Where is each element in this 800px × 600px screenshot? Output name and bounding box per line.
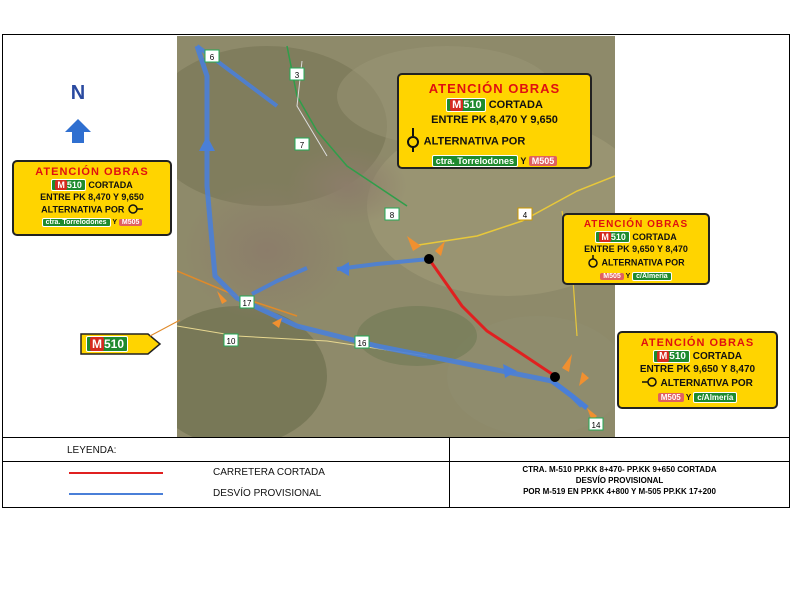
- roundabout-icon: [127, 203, 143, 217]
- sign-line2: ENTRE PK 9,650 Y 8,470: [584, 244, 688, 254]
- road-badge: [51, 179, 86, 191]
- road-badge-number: 510: [610, 232, 626, 242]
- alt-road-badge: [658, 393, 684, 402]
- closure-point: [550, 372, 560, 382]
- sign-alt-row: [619, 376, 776, 391]
- legend-desc-line: CTRA. M-510 PP.KK 8+470- PP.KK 9+650 CORTADA: [522, 465, 717, 474]
- pk-marker: [205, 50, 219, 62]
- alt-road2-number: 505: [127, 219, 140, 226]
- sign-alt-roads: [564, 272, 708, 281]
- legend-title: LEYENDA:: [67, 445, 117, 456]
- road-badge: [446, 98, 486, 112]
- alt-road2-badge: c/Almería: [693, 392, 737, 403]
- roundabout-icon: [642, 376, 658, 391]
- alt-road-number: 505: [667, 393, 681, 402]
- legend-swatch-detour: [69, 493, 163, 495]
- sign-line1: CORTADA: [488, 99, 543, 111]
- alt-road-number: 505: [609, 273, 621, 280]
- north-arrow-icon: [65, 119, 91, 132]
- road-badge-number: 510: [66, 180, 82, 190]
- direction-road-badge: [86, 336, 128, 352]
- alt-road2-badge: [529, 156, 558, 166]
- legend-header-cell: [2, 437, 450, 462]
- sign-road-row: [14, 179, 170, 191]
- pk-marker-label: 17: [242, 299, 252, 308]
- north-arrow-stem: [72, 132, 84, 143]
- roundabout-icon: [405, 128, 421, 155]
- sign-conj: Y: [520, 156, 527, 166]
- green-strip: [357, 306, 477, 366]
- road-badge-prefix: M: [601, 232, 609, 242]
- roundabout-icon: [587, 255, 599, 271]
- sign-conj: Y: [685, 393, 692, 402]
- alt-road2-prefix: M: [121, 219, 128, 226]
- sign-alt-roads: [14, 218, 170, 227]
- sign-line2: ENTRE PK 9,650 Y 8,470: [639, 364, 756, 375]
- sign-title: ATENCIÓN OBRAS: [640, 337, 755, 349]
- sign-alt-row: [14, 203, 170, 217]
- alt-road-badge: ctra. Torrelodones: [432, 155, 518, 167]
- legend-desc-line: DESVÍO PROVISIONAL: [575, 476, 664, 485]
- north-label: N: [70, 82, 86, 104]
- alt-road2-prefix: M: [531, 156, 540, 166]
- road-badge-prefix: M: [658, 351, 668, 362]
- warning-sign-top: [397, 73, 592, 169]
- direction-road-prefix: M: [92, 337, 102, 351]
- legend-desc-line: POR M-519 EN PP.KK 4+800 Y M-505 PP.KK 17+200: [523, 487, 716, 496]
- sign-line1: CORTADA: [632, 232, 677, 242]
- pk-marker: [385, 208, 399, 220]
- road-badge: [653, 350, 690, 363]
- sign-line1: CORTADA: [692, 351, 743, 362]
- sign-line3: ALTERNATIVA POR: [41, 204, 125, 215]
- sign-line3: ALTERNATIVA POR: [660, 378, 753, 390]
- alt-road2-number: 505: [539, 156, 555, 166]
- sign-road-row: [619, 350, 776, 363]
- warning-sign-right-1: [562, 213, 710, 285]
- road-badge-prefix: M: [452, 99, 462, 111]
- pk-marker: [224, 334, 238, 346]
- pk-marker-label: 3: [294, 71, 300, 80]
- sign-line2: ENTRE PK 8,470 Y 9,650: [431, 114, 558, 126]
- pk-marker: [589, 418, 603, 430]
- sign-line1: CORTADA: [88, 180, 133, 190]
- pk-marker: [290, 68, 304, 80]
- road-badge-prefix: M: [57, 180, 65, 190]
- north-indicator: [60, 82, 96, 143]
- alt-road-badge: ctra. Torrelodones: [42, 218, 111, 227]
- alt-road-badge: [600, 273, 624, 280]
- sign-alt-row: [564, 255, 708, 271]
- pk-marker-label: 16: [357, 339, 367, 348]
- legend-swatch-closed: [69, 472, 163, 474]
- alt-road-prefix: M: [660, 393, 668, 402]
- sign-title: ATENCIÓN OBRAS: [428, 81, 561, 96]
- legend-items-cell: [2, 461, 450, 508]
- closure-point: [424, 254, 434, 264]
- legend-item-label: CARRETERA CORTADA: [213, 467, 325, 478]
- sign-conj: Y: [112, 219, 117, 226]
- legend-description-cell: [449, 461, 790, 508]
- sign-line2: ENTRE PK 8,470 Y 9,650: [40, 192, 144, 202]
- sign-alt-roads: [399, 155, 590, 167]
- pk-marker-label: 6: [209, 53, 215, 62]
- alt-road2-badge: [119, 219, 143, 226]
- pointer-line: [150, 318, 180, 338]
- sign-alt-roads: [619, 392, 776, 403]
- alt-road-prefix: M: [603, 273, 610, 280]
- sign-alt-row: [399, 128, 590, 155]
- pk-marker: [355, 336, 369, 348]
- pk-marker-label: 10: [226, 337, 236, 346]
- legend-item-label: DESVÍO PROVISIONAL: [213, 488, 322, 499]
- pk-marker-label: 4: [522, 211, 528, 220]
- sign-title: ATENCIÓN OBRAS: [583, 219, 689, 230]
- direction-road-number: 510: [104, 337, 125, 351]
- pk-marker-label: 8: [389, 211, 395, 220]
- sign-title: ATENCIÓN OBRAS: [35, 166, 149, 178]
- legend-header-cell-right: [449, 437, 790, 462]
- warning-sign-left: [12, 160, 172, 236]
- pk-marker-label: 14: [591, 421, 601, 430]
- legend: [2, 437, 790, 508]
- pk-marker: [295, 138, 309, 150]
- sign-line3: ALTERNATIVA POR: [423, 135, 526, 148]
- road-badge: [595, 231, 630, 243]
- sign-road-row: [399, 98, 590, 112]
- alt-road2-badge: c/Almería: [632, 272, 672, 281]
- pk-marker: [518, 208, 532, 220]
- pk-marker: [240, 296, 254, 308]
- sign-line3: ALTERNATIVA POR: [601, 257, 685, 268]
- warning-sign-right-2: [617, 331, 778, 409]
- sign-road-row: [564, 231, 708, 243]
- road-badge-number: 510: [463, 99, 482, 111]
- road-badge-number: 510: [669, 351, 686, 362]
- pk-marker-label: 7: [299, 141, 305, 150]
- sign-conj: Y: [625, 273, 631, 280]
